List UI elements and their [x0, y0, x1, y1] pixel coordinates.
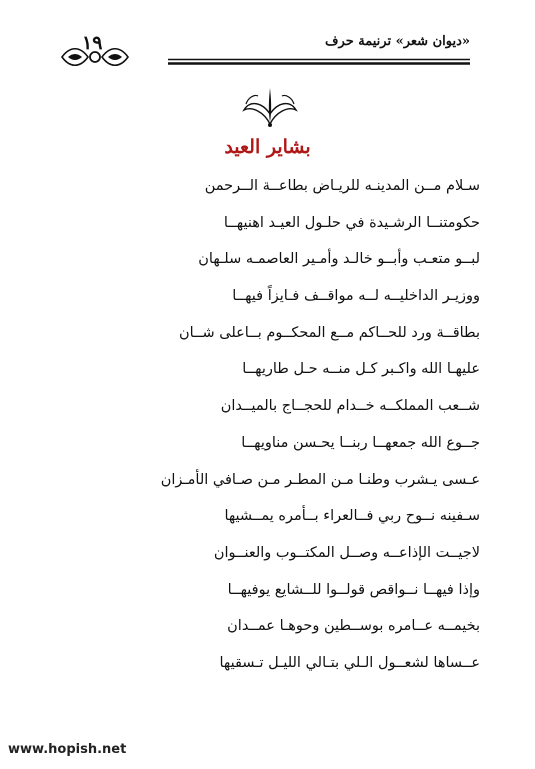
verse-line: بخيمــه عــامره بوســطين وحوهـا عمــدان [227, 618, 480, 635]
page-number: ١٩ [82, 32, 103, 54]
verse-line: عــساها لشعــول الـلي بتـالي الليـل تـسقيها [219, 654, 480, 671]
header-rule [168, 58, 470, 66]
verse-line: بطاقــة ورد للحــاكم مــع المحكــوم بــاعلى شــان [178, 324, 480, 341]
verse-line: عليهـا الله واكـبر كـل منــه حـل طاريهــا [242, 361, 480, 378]
verse-line: سـفينه نــوح ربي فــالعراء بــأمره يمــشيها [224, 508, 480, 525]
verse-line: حكومتنــا الرشـيدة في حلـول العيـد اهنيهــا [223, 214, 480, 231]
book-title: «ديوان شعر» ترنيمة حرف [325, 34, 470, 49]
verse-list [55, 168, 480, 682]
site-watermark: www.hopish.net [8, 742, 127, 757]
verse-line: لاجيــت الإذاعــه وصــل المكتــوب والعنــوان [213, 544, 480, 561]
verse-line: وإذا فيهــا نــواقص قولــوا للــشايع يوفيهــا [227, 581, 480, 598]
verse-line: لبــو متعـب وأبــو خالـد وأمـير العاصمـه سلـهان [198, 251, 480, 268]
verse-line: جــوع الله جمعهــا ربنــا يحـسن مناويهــا [241, 434, 480, 451]
verse-line: سـلام مــن المدينـه للريـاض بطاعــة الــرحمن [204, 178, 480, 194]
verse-line: شــعب المملكــه خــدام للحجــاج بالميــدان [220, 398, 480, 415]
poem-title: بشاير العيد [224, 136, 311, 158]
verse-line: عـسى يـشرب وطنـا مـن المطـر مـن صـافي الأمـزان [160, 471, 480, 488]
verse-line: ووزيـر الداخليــه لــه مواقــف فـايزاً فيهــا [232, 288, 480, 305]
page-header [60, 28, 470, 72]
decorative-flourish-icon [238, 84, 302, 128]
